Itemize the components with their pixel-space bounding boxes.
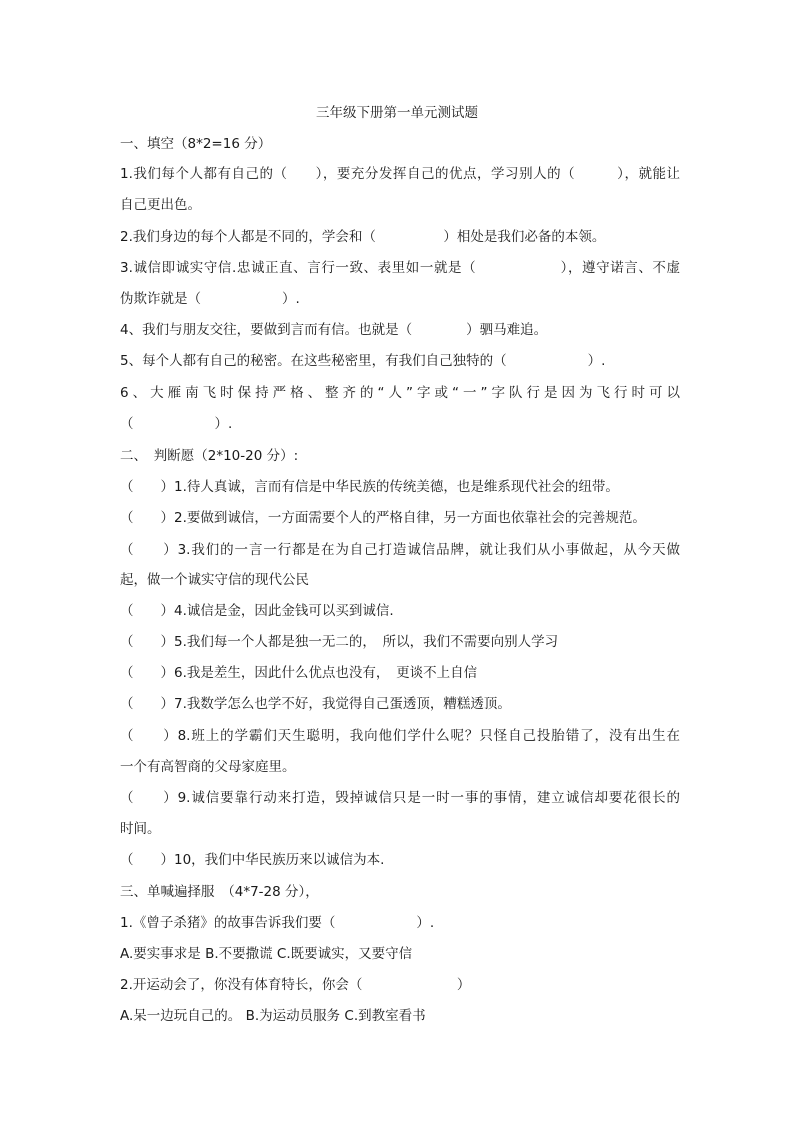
question-line: （ ）1.待人真诚，言而有信是中华民族的传统美德，也是维系现代社会的纽带。 xyxy=(120,479,619,495)
question-line: 3.诚信即诚实守信.忠诚正直、言行一致、表里如一就是（ ），遵守诺言、不虚 xyxy=(120,260,680,276)
section-heading-multiple-choice: 三、单喊遍择服 （4*7-28 分）， xyxy=(120,884,319,900)
question-line: （ ）2.要做到诚信，一方面需要个人的严格自律，另一方面也依靠社会的完善规范。 xyxy=(120,510,646,526)
question-line: （ ）10，我们中华民族历来以诚信为本. xyxy=(120,852,385,868)
question-line: 5、每个人都有自己的秘密。在这些秘密里，有我们自己独特的（ ）. xyxy=(120,353,606,369)
question-line: 4、我们与朋友交往，要做到言而有信。也就是（ ）驷马难追。 xyxy=(120,322,548,338)
question-line: （ ）. xyxy=(120,416,233,432)
question-line: （ ）6.我是差生，因此什么优点也没有， 更谈不上自信 xyxy=(120,665,478,681)
question-line: 时间。 xyxy=(120,821,161,837)
section-heading-fill-in: 一、填空（8*2=16 分） xyxy=(120,136,272,152)
page-title: 三年级下册第一单元测试题 xyxy=(316,105,478,121)
section-heading-true-false: 二、 判断愿（2*10-20 分）: xyxy=(120,448,299,464)
question-line: （ ）8.班上的学霸们天生聪明，我向他们学什么呢？只怪自己投胎错了，没有出生在 xyxy=(120,728,680,744)
question-line: 自己更出色。 xyxy=(120,197,201,213)
question-line: 2.开运动会了，你没有体育特长，你会（ ） xyxy=(120,977,471,993)
question-line: （ ）7.我数学怎么也学不好，我觉得自己蛋透顶，糟糕透顶。 xyxy=(120,696,511,712)
question-line: 2.我们身边的每个人都是不同的，学会和（ ）相处是我们必备的本领。 xyxy=(120,229,606,245)
question-line: （ ）5.我们每一个人都是独一无二的， 所以，我们不需要向别人学习 xyxy=(120,634,559,650)
question-line: （ ）9.诚信要靠行动来打造，毁掉诚信只是一时一事的事情，建立诚信却要花很长的 xyxy=(120,790,680,806)
answer-options: A.要实事求是 B.不要撒谎 C.既要诚实，又要守信 xyxy=(120,946,413,962)
answer-options: A.呆一边玩自己的。 B.为运动员服务 C.到教室看书 xyxy=(120,1008,426,1024)
question-line: （ ）3.我们的一言一行都是在为自己打造诚信品牌，就让我们从小事做起，从今天做 xyxy=(120,542,680,558)
question-line: 1.《曾子杀猪》的故事告诉我们要（ ）. xyxy=(120,915,435,931)
question-line: 起，做一个诚实守信的现代公民 xyxy=(120,572,309,588)
question-line: 一个有高智商的父母家庭里。 xyxy=(120,759,296,775)
question-line: 1.我们每个人都有自己的（ ），要充分发挥自己的优点，学习别人的（ ），就能让 xyxy=(120,166,680,182)
question-line: （ ）4.诚信是金，因此金钱可以买到诚信. xyxy=(120,603,394,619)
question-line: 6、大雁南飞时保持严格、整齐的“人”字或“一”字队行是因为飞行时可以 xyxy=(120,385,680,401)
question-line: 伪欺诈就是（ ）. xyxy=(120,291,300,307)
